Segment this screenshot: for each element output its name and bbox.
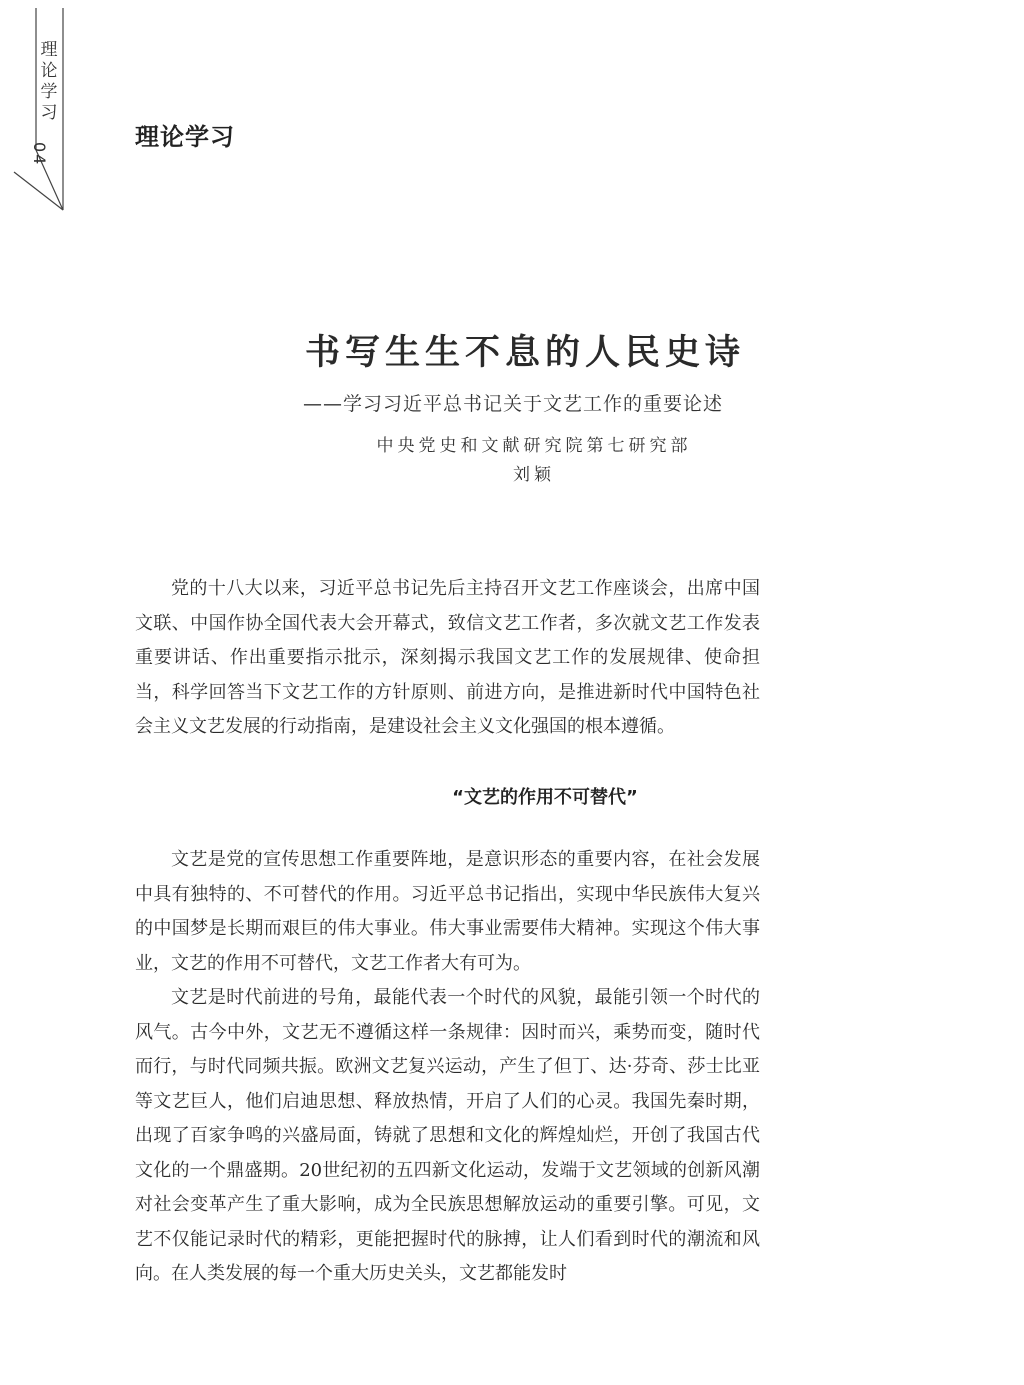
page-number: 04 bbox=[30, 142, 49, 167]
side-tab bbox=[0, 0, 70, 215]
article-title: 书写生生不息的人民史诗 bbox=[304, 332, 745, 373]
author-name: 刘颖 bbox=[513, 465, 555, 485]
side-tab-label: 理论学习 bbox=[40, 40, 58, 123]
article-subtitle: ——学习习近平总书记关于文艺工作的重要论述 bbox=[302, 393, 723, 415]
section-header: 理论学习 bbox=[135, 123, 235, 151]
author-affiliation: 中央党史和文献研究院第七研究部 bbox=[376, 436, 692, 456]
intro-paragraph: 党的十八大以来，习近平总书记先后主持召开文艺工作座谈会，出席中国文联、中国作协全国代表大会开幕式，致信文艺工作者，多次就文艺工作发表重要讲话、作出重要指示批示，深刻揭示我国文艺工作的发展规律、使命担当，科学回答当下文艺工作的方针原则、前进方向，是推进新时代中国特色社会主义文艺发展的行动指南，是建设社会主义文化强国的根本遵循。 bbox=[135, 578, 760, 737]
body-paragraph-3: 文艺是时代前进的号角，最能代表一个时代的风貌，最能引领一个时代的风气。古今中外，文艺无不遵循这样一条规律：因时而兴，乘势而变，随时代而行，与时代同频共振。欧洲文艺复兴运动，产生了但丁、达·芬奇、莎士比亚等文艺巨人，他们启迪思想、释放热情，开启了人们的心灵。我国先秦时期，出现了百家争鸣的兴盛局面，铸就了思想和文化的辉煌灿烂，开创了我国古代文化的一个鼎盛期。20世纪初的五四新文化运动，发端于文艺领域的创新风潮对社会变革产生了重大影响，成为全民族思想解放运动的重要引擎。可见，文艺不仅能记录时代的精彩，更能把握时代的脉搏，让人们看到时代的潮流和风向。在人类发展的每一个重大历史关头，文艺都能发时 bbox=[135, 987, 760, 1284]
section-heading: “文艺的作用不可替代” bbox=[452, 787, 638, 808]
body-paragraph-2: 文艺是党的宣传思想工作重要阵地，是意识形态的重要内容，在社会发展中具有独特的、不可替代的作用。习近平总书记指出，实现中华民族伟大复兴的中国梦是长期而艰巨的伟大事业。伟大事业需要伟大精神。实现这个伟大事业，文艺的作用不可替代，文艺工作者大有可为。 bbox=[135, 849, 760, 974]
